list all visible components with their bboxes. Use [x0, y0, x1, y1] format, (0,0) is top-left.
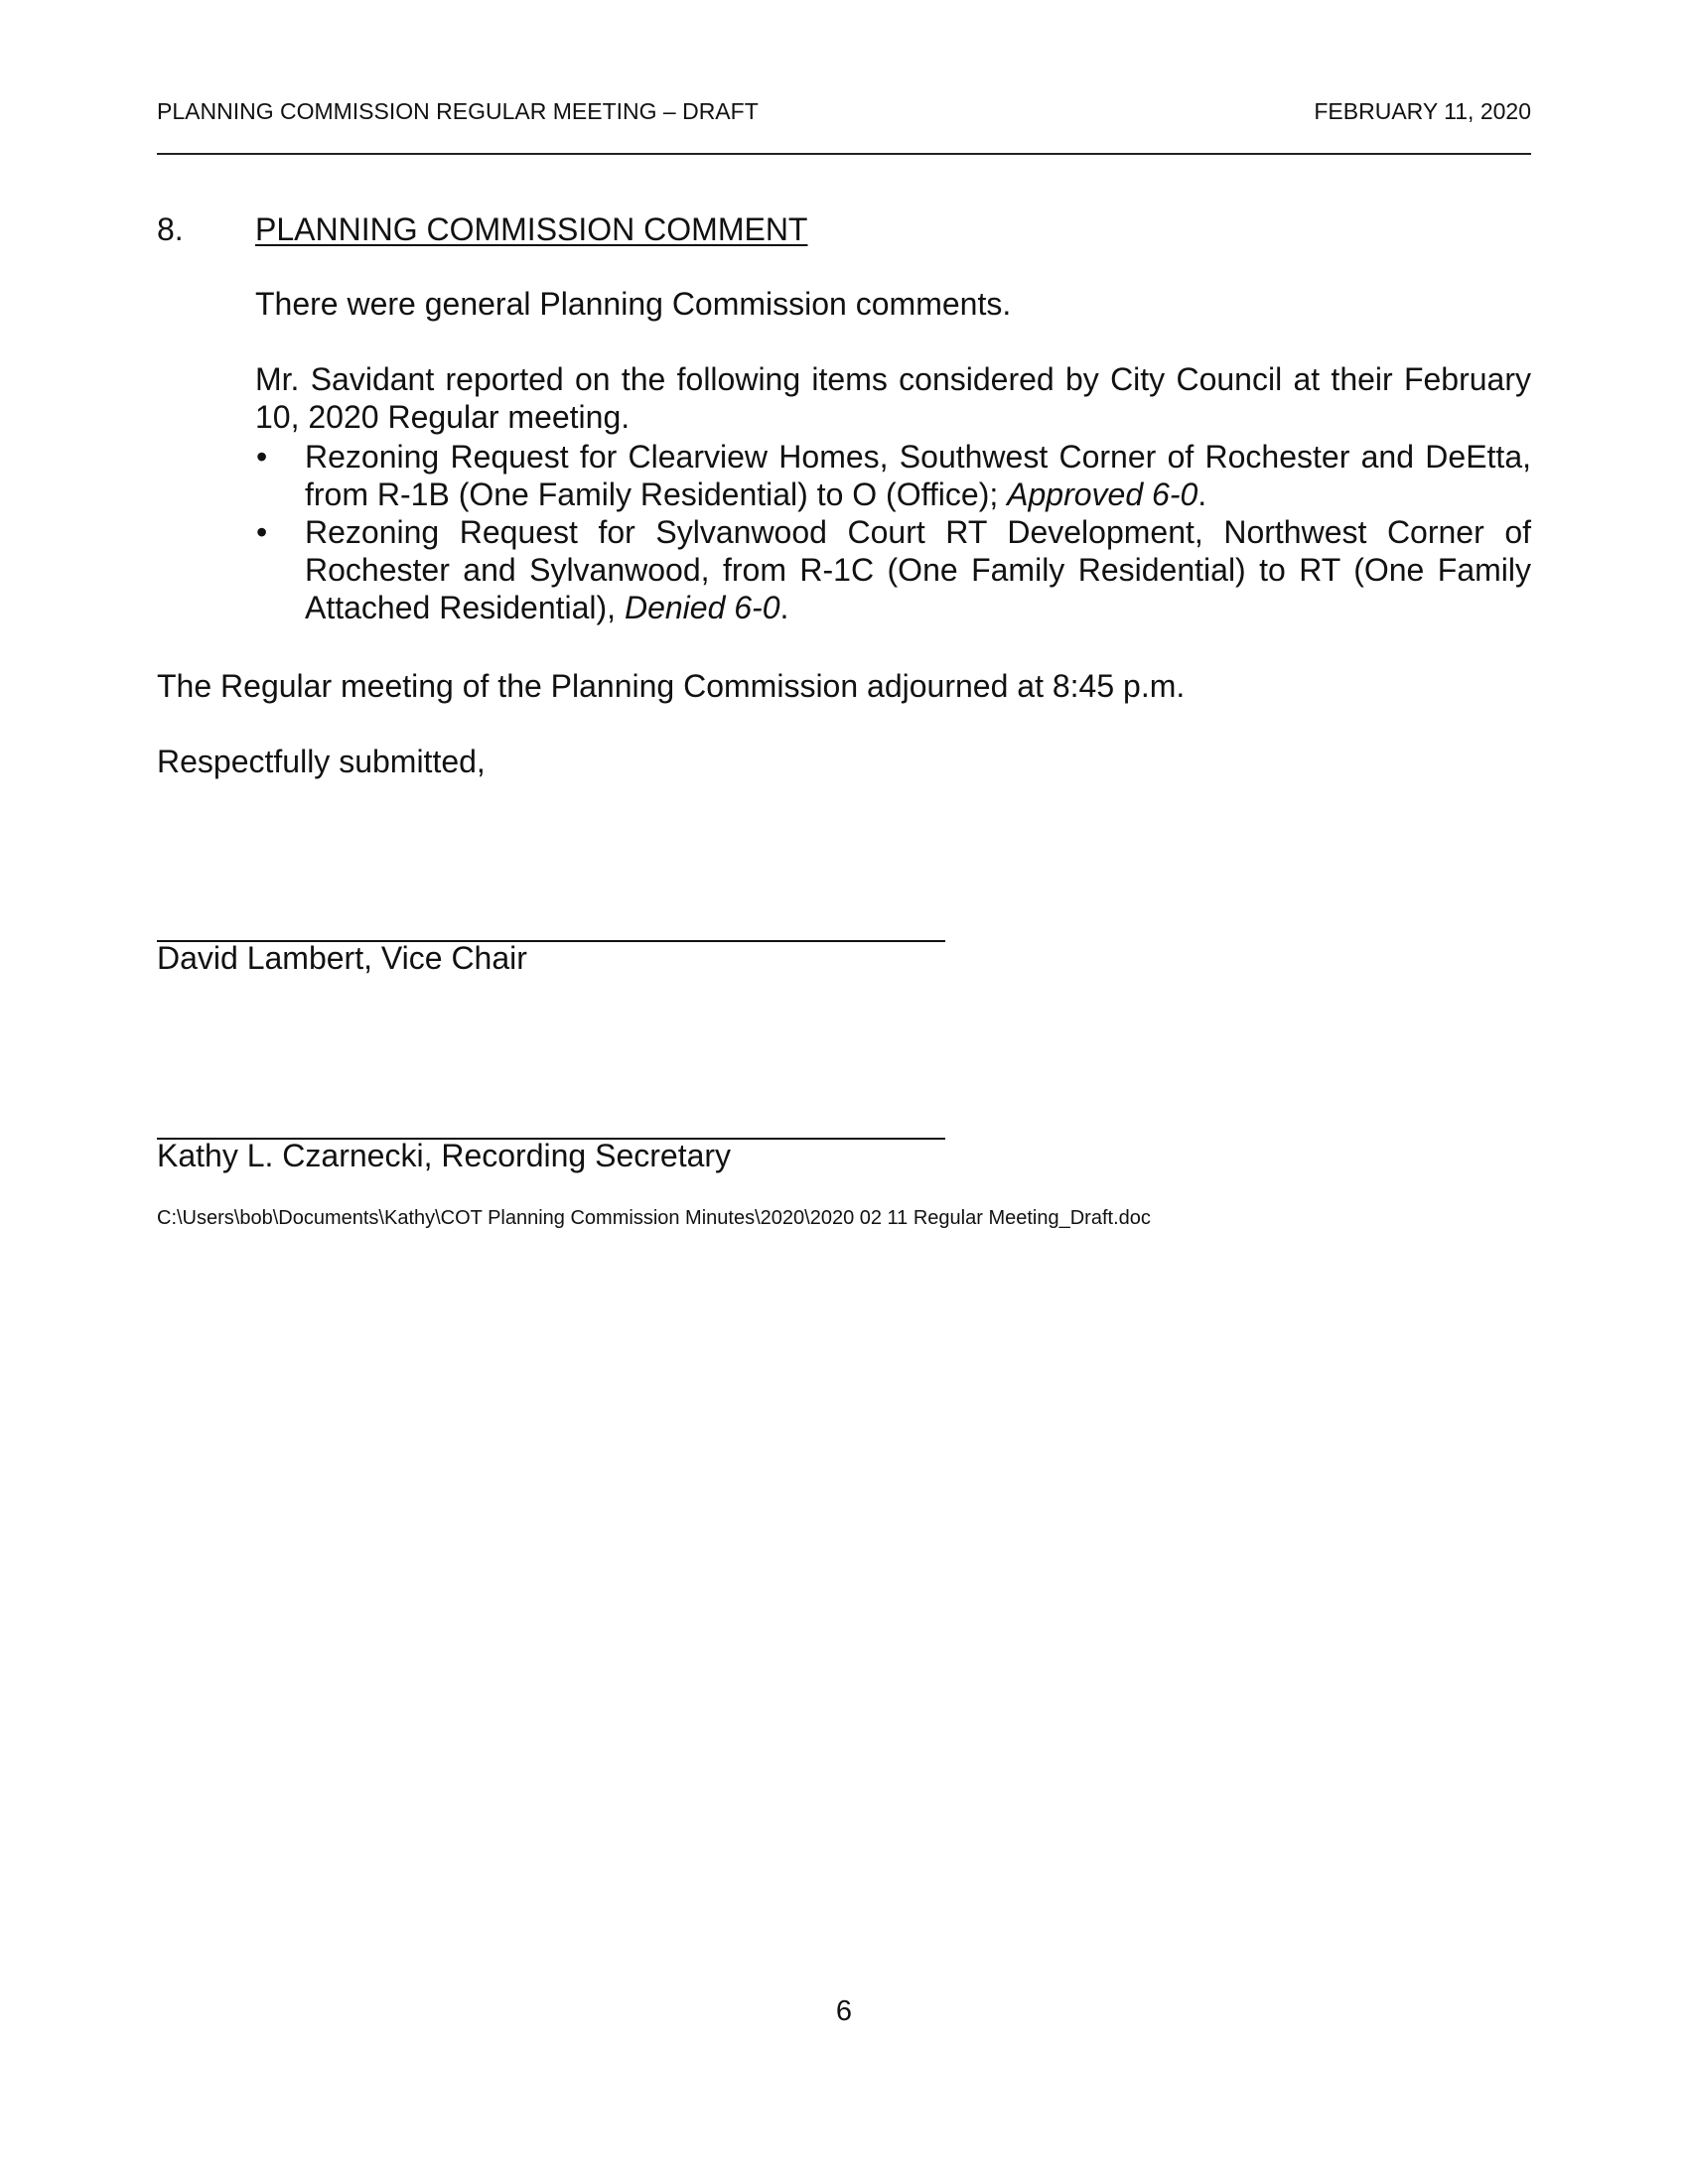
closing-text: Respectfully submitted, — [157, 744, 486, 779]
bullet-icon: • — [256, 514, 268, 550]
file-path: C:\Users\bob\Documents\Kathy\COT Planning Commission Minutes\2020\2020 02 11 Regular Meeting_Draft.doc — [157, 1207, 1151, 1229]
item-end: . — [779, 590, 789, 625]
signatory-vice-chair: David Lambert, Vice Chair — [157, 940, 527, 976]
bullet-icon: • — [256, 439, 268, 475]
header-title: PLANNING COMMISSION REGULAR MEETING – DRAFT — [157, 98, 759, 124]
page-header — [157, 97, 1531, 155]
council-items-list — [255, 438, 1531, 626]
general-comments-paragraph: There were general Planning Commission comments. — [255, 286, 1012, 322]
header-date: FEBRUARY 11, 2020 — [1314, 98, 1531, 124]
page-number: 6 — [835, 1995, 853, 2027]
item-end: . — [1197, 477, 1207, 512]
signatory-recording-secretary: Kathy L. Czarnecki, Recording Secretary — [157, 1138, 732, 1173]
item-text: Rezoning Request for Clearview Homes, Southwest Corner of Rochester and DeEtta, from R-1B (One Family Residential) to O (Office); — [305, 439, 1531, 512]
adjournment-paragraph: The Regular meeting of the Planning Commission adjourned at 8:45 p.m. — [157, 668, 1186, 704]
item-text: Rezoning Request for Sylvanwood Court RT Development, Northwest Corner of Rochester and Sylvanwood, from R-1C (One Family Residential) to RT (One Family Attached Residential), — [305, 514, 1531, 625]
section-number: 8. — [157, 211, 184, 247]
list-item — [255, 513, 1531, 626]
item-result: Approved 6-0 — [1007, 477, 1198, 512]
item-result: Denied 6-0 — [624, 590, 780, 625]
list-item — [255, 438, 1531, 513]
council-report-paragraph: Mr. Savidant reported on the following items considered by City Council at their February 10, 2020 Regular meeting. — [255, 361, 1531, 435]
section-title: PLANNING COMMISSION COMMENT — [255, 211, 808, 247]
